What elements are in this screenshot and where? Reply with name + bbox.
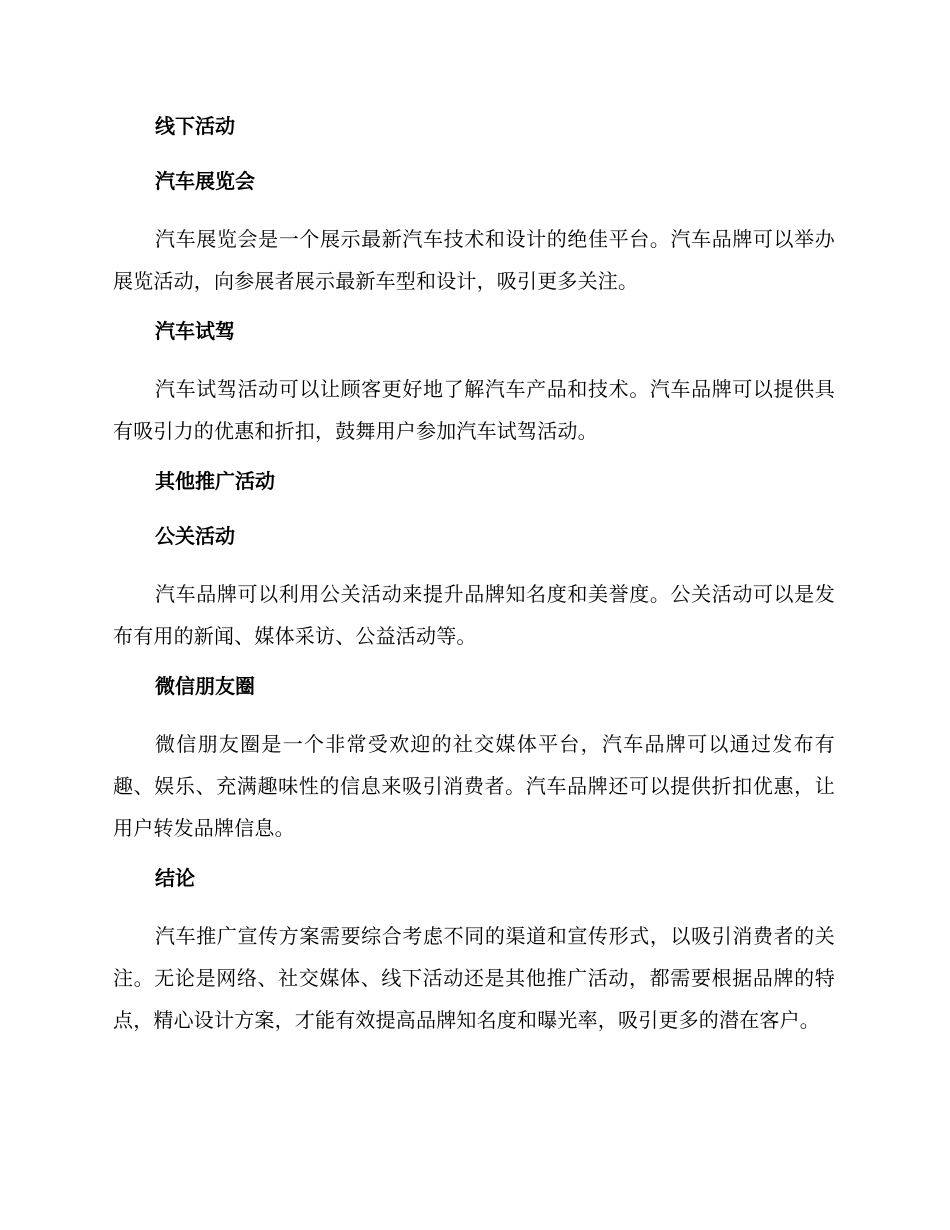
paragraph-test-drive: 汽车试驾活动可以让顾客更好地了解汽车产品和技术。汽车品牌可以提供具有吸引力的优惠和折扣，鼓舞用户参加汽车试驾活动。 [113, 377, 835, 443]
paragraph-conclusion: 汽车推广宣传方案需要综合考虑不同的渠道和宣传形式，以吸引消费者的关注。无论是网络、社交媒体、线下活动还是其他推广活动，都需要根据品牌的特点，精心设计方案，才能有效提高品牌知名度和曝光率，吸引更多的潜在客户。 [113, 924, 835, 1032]
heading-other-promotions: 其他推广活动 [155, 469, 275, 493]
paragraph-wechat-moments: 微信朋友圈是一个非常受欢迎的社交媒体平台，汽车品牌可以通过发布有趣、娱乐、充满趣味性的信息来吸引消费者。汽车品牌还可以提供折扣优惠，让用户转发品牌信息。 [113, 732, 835, 840]
paragraph-auto-show: 汽车展览会是一个展示最新汽车技术和设计的绝佳平台。汽车品牌可以举办展览活动，向参展者展示最新车型和设计，吸引更多关注。 [113, 227, 835, 293]
heading-test-drive: 汽车试驾 [155, 319, 235, 343]
document-page [113, 108, 835, 1052]
heading-wechat-moments: 微信朋友圈 [155, 674, 255, 698]
heading-offline-activities: 线下活动 [155, 114, 235, 138]
heading-conclusion: 结论 [155, 866, 195, 890]
heading-auto-show: 汽车展览会 [155, 169, 255, 193]
paragraph-public-relations: 汽车品牌可以利用公关活动来提升品牌知名度和美誉度。公关活动可以是发布有用的新闻、媒体采访、公益活动等。 [113, 582, 835, 648]
heading-public-relations: 公关活动 [155, 524, 235, 548]
